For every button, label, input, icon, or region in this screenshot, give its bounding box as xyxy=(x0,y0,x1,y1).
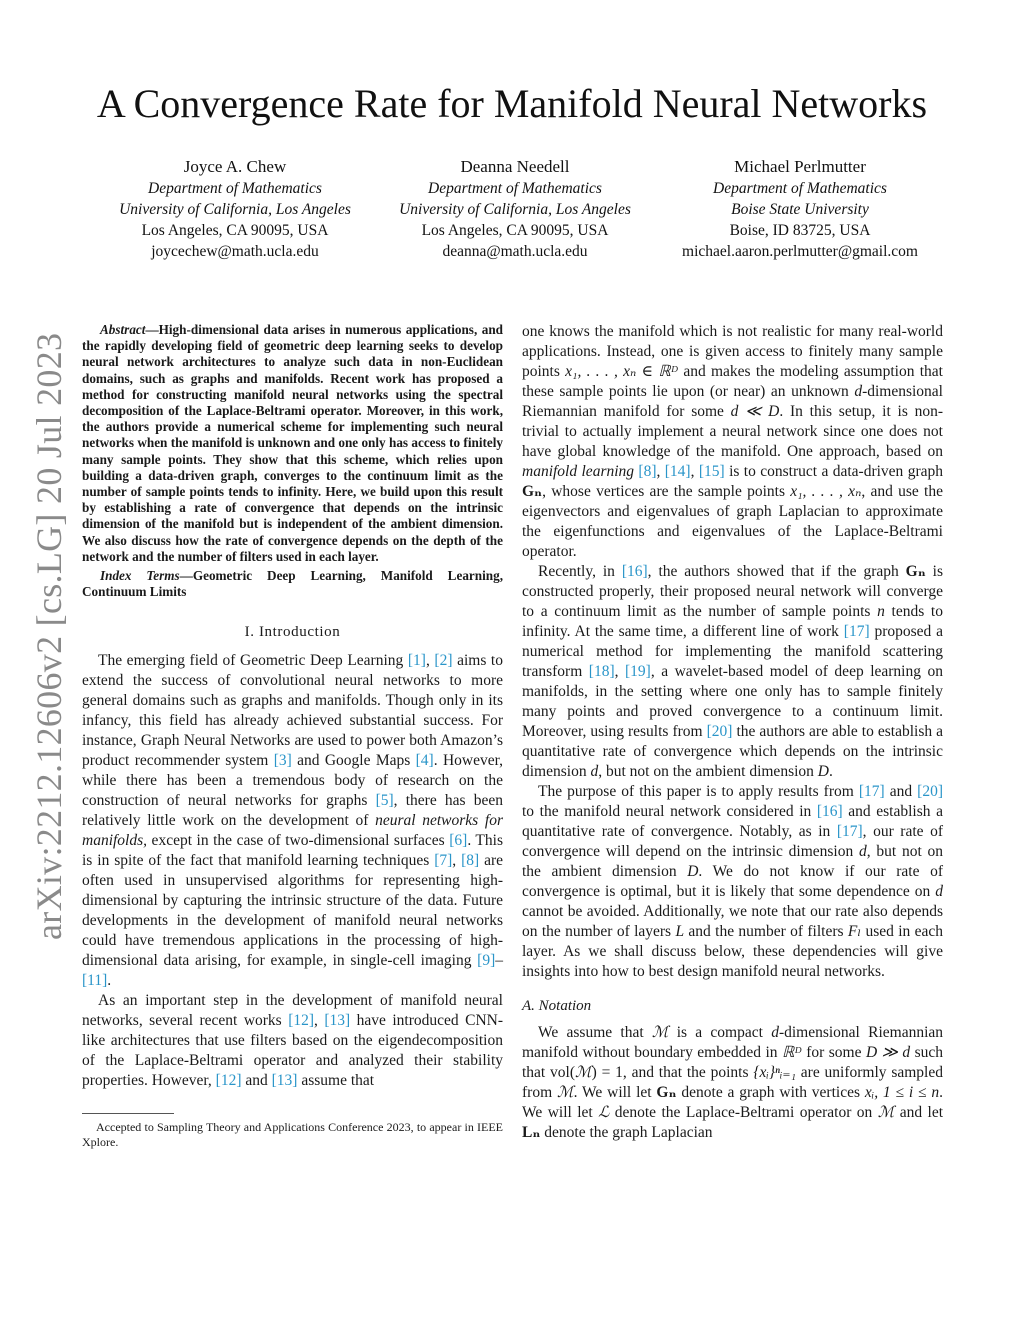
author-name: Deanna Needell xyxy=(460,157,570,176)
footnote: Accepted to Sampling Theory and Applications Conference 2023, to appear in IEEE Xplore. xyxy=(82,1120,503,1150)
math-inline: ℝᴰ xyxy=(782,1044,802,1061)
math-inline: Gₙ xyxy=(905,563,926,580)
math-inline: ℳ xyxy=(556,1084,574,1101)
citation-link[interactable]: [15] xyxy=(698,463,725,480)
citation-link[interactable]: [19] xyxy=(625,663,651,680)
citation-link[interactable]: [8] xyxy=(638,463,657,480)
citation-link[interactable]: [5] xyxy=(375,792,394,810)
author-department: Department of Mathematics xyxy=(713,180,887,197)
citation-link[interactable]: [2] xyxy=(434,652,453,670)
math-inline: d xyxy=(854,383,863,400)
subsection-heading-notation: A. Notation xyxy=(522,998,592,1014)
author-email: joycechew@math.ucla.edu xyxy=(151,243,319,260)
math-inline: n xyxy=(877,603,885,620)
emphasis-text: neural networks for manifolds, xyxy=(82,812,503,850)
citation-link[interactable]: [16] xyxy=(621,563,648,580)
author-university: Boise State University xyxy=(731,201,869,218)
math-inline: D ≫ d xyxy=(865,1044,911,1061)
citation-link[interactable]: [16] xyxy=(816,803,843,820)
citation-link[interactable]: [3] xyxy=(273,752,292,770)
author-address: Boise, ID 83725, USA xyxy=(729,222,871,239)
author-email: michael.aaron.perlmutter@gmail.com xyxy=(682,243,918,260)
math-inline: D xyxy=(687,863,699,880)
citation-link[interactable]: [7] xyxy=(434,852,453,870)
math-inline: d xyxy=(859,843,867,860)
left-column xyxy=(82,322,503,1150)
math-inline: ℒ xyxy=(598,1104,610,1121)
citation-link[interactable]: [4] xyxy=(415,752,434,770)
emphasis-text: manifold learning xyxy=(522,463,635,480)
math-inline: x₁, . . . , xₙ xyxy=(790,483,862,500)
math-inline: ℳ xyxy=(575,1064,592,1081)
abstract xyxy=(82,322,503,600)
author-department: Department of Mathematics xyxy=(148,180,322,197)
author-address: Los Angeles, CA 90095, USA xyxy=(141,222,329,239)
author-2 xyxy=(370,156,660,262)
abstract-label: Abstract xyxy=(100,322,146,337)
index-terms-text: —Geometric Deep Learning, Manifold Learning, Continuum Limits xyxy=(82,568,503,600)
author-university: University of California, Los Angeles xyxy=(119,201,351,218)
math-inline: Gₙ xyxy=(656,1084,677,1101)
citation-link[interactable]: [8] xyxy=(461,852,480,870)
citation-link[interactable]: [1] xyxy=(407,652,426,670)
math-inline: Gₙ xyxy=(522,483,543,500)
citation-link[interactable]: [17] xyxy=(843,623,870,640)
citation-link[interactable]: [9] xyxy=(477,952,496,970)
math-inline: d ≪ D xyxy=(730,403,780,420)
right-column xyxy=(522,322,943,1143)
citation-link[interactable]: [11] xyxy=(82,972,108,990)
math-inline: Lₙ xyxy=(522,1124,541,1141)
citation-link[interactable]: [20] xyxy=(917,783,943,800)
math-inline: L xyxy=(675,923,685,940)
intro-paragraph-2: As an important step in the development of manifold neural networks, several recent works [12], [13] have introduced CNN-like architectures that use filters based on the eigendecomposition of the Laplace-Beltrami operator and analyzed their stability properties. However, [12] and [13] assume that xyxy=(82,992,504,1090)
abstract-text: —High-dimensional data arises in numerous applications, and the rapidly developing field of geometric deep learning seeks to develop neural network architectures to analyze such data in non-Euclidean domains, such as graphs and manifolds. Recent work has proposed a method for constructing manifold neural networks using the spectral decomposition of the Laplace-Beltrami operator. Moreover, in this work, the authors provide a numerical scheme for implementing such neural networks when the manifold is unknown and one only has access to finitely many sample points. They show that this scheme, which relies upon building a data-driven graph, converges to the continuum limit as the number of sample points tends to infinity. Here, we build upon this result by establishing a rate of convergence that depends on the intrinsic dimension of the manifold but is independent of the ambient dimension. We also discuss how the rate of convergence depends on the depth of the network and the number of filters used in each layer. xyxy=(82,322,503,564)
math-inline: d xyxy=(590,763,599,780)
citation-link[interactable]: [14] xyxy=(664,463,691,480)
math-inline: ℳ xyxy=(877,1104,895,1121)
math-inline: Fₗ xyxy=(847,923,862,940)
section-heading-introduction: I. Introduction xyxy=(244,624,341,641)
math-inline: d xyxy=(771,1024,779,1041)
math-inline: xᵢ, 1 ≤ i ≤ n xyxy=(864,1084,940,1101)
body-paragraph: We assume that ℳ is a compact d-dimensional Riemannian manifold without boundary embedded in ℝᴰ for some D ≫ d such that vol(ℳ) = 1, and that the points {xᵢ}ⁿᵢ₌₁ are uniformly sampled from ℳ. We will let Gₙ denote a graph with vertices xᵢ, 1 ≤ i ≤ n. We will let ℒ denote the Laplace-Beltrami operator on ℳ and let Lₙ denote the graph Laplacian xyxy=(522,1024,944,1141)
paper-title: A Convergence Rate for Manifold Neural Networks xyxy=(96,81,928,126)
index-terms-label: Index Terms xyxy=(100,568,180,584)
citation-link[interactable]: [13] xyxy=(324,1012,351,1030)
author-address: Los Angeles, CA 90095, USA xyxy=(421,222,609,239)
math-inline: ℳ xyxy=(651,1024,669,1041)
arxiv-identifier: arXiv:2212.12606v2 [cs.LG] 20 Jul 2023 xyxy=(29,332,69,940)
math-inline: D xyxy=(817,763,829,780)
intro-paragraph-1: The emerging field of Geometric Deep Learning [1], [2] aims to extend the success of convolutional neural networks to more general domains such as graphs and manifolds. Though only in its infancy, this field has already achieved substantial success. For instance, Graph Neural Networks are used to power both Amazon’s product recommender system [3] and Google Maps [4]. However, while there has been a tremendous body of research on the construction of neural networks for graphs [5], there has been relatively little work on the development of neural networks for manifolds, except in the case of two-dimensional surfaces [6]. This is in spite of the fact that manifold learning techniques [7], [8] are often used in unsupervised algorithms for representing high-dimensional by capturing the intrinsic structure of the data. Future developments in the development of manifold neural networks could have tremendous applications in the processing of high-dimensional data arising, for example, in single-cell imaging [9]–[11]. xyxy=(82,652,504,990)
body-paragraph: Recently, in [16], the authors showed that if the graph Gₙ is constructed properly, their proposed neural network will converge to a continuum limit as the number of sample points n tends to infinity. At the same time, a different line of work [17] proposed a numerical method for implementing the manifold scattering transform [18], [19], a wavelet-based model of deep learning on manifolds, in the setting where one only has to sample finitely many points and proved convergence to a continuum limit. Moreover, using results from [20] the authors are able to establish a quantitative rate of convergence which depends on the intrinsic dimension d, but not on the ambient dimension D. xyxy=(522,563,944,780)
author-university: University of California, Los Angeles xyxy=(399,201,631,218)
author-department: Department of Mathematics xyxy=(428,180,602,197)
body-paragraph: The purpose of this paper is to apply results from [17] and [20] to the manifold neural network considered in [16] and establish a quantitative rate of convergence. Notably, as in [17], our rate of convergence will depend on the intrinsic dimension d, but not on the ambient dimension D. We do not know if our rate of convergence is optimal, but it is likely that some dependence on d cannot be avoided. Additionally, we note that our rate also depends on the number of layers L and the number of filters Fₗ used in each layer. As we shall discuss below, these dependencies will give insights into how to best design manifold neural networks. xyxy=(522,783,944,980)
math-inline: x₁, . . . , xₙ ∈ ℝᴰ xyxy=(565,363,679,380)
citation-link[interactable]: [6] xyxy=(449,832,468,850)
footnote-divider xyxy=(82,1113,174,1114)
author-email: deanna@math.ucla.edu xyxy=(442,243,588,260)
math-inline: {xᵢ}ⁿᵢ₌₁ xyxy=(753,1064,796,1081)
citation-link[interactable]: [20] xyxy=(706,723,733,740)
author-1 xyxy=(90,156,380,262)
citation-link[interactable]: [17] xyxy=(858,783,885,800)
citation-link[interactable]: [13] xyxy=(271,1072,298,1090)
citation-link[interactable]: [12] xyxy=(215,1072,242,1090)
citation-link[interactable]: [12] xyxy=(288,1012,315,1030)
introduction-body xyxy=(82,651,503,1091)
citation-link[interactable]: [18] xyxy=(588,663,615,680)
citation-link[interactable]: [17] xyxy=(836,823,863,840)
math-inline: d xyxy=(935,883,943,900)
author-name: Joyce A. Chew xyxy=(183,157,287,176)
author-3 xyxy=(650,156,950,262)
author-name: Michael Perlmutter xyxy=(734,157,866,176)
body-paragraph: one knows the manifold which is not realistic for many real-world applications. Instead, one is given access to finitely many sample points x₁, . . . , xₙ ∈ ℝᴰ and makes the modeling assumption that these sample points lie upon (or near) an unknown d-dimensional Riemannian manifold for some d ≪ D. In this setup, it is non-trivial to actually implement a neural network since one does not have global knowledge of the manifold. One approach, based on manifold learning [8], [14], [15] is to construct a data-driven graph Gₙ, whose vertices are the sample points x₁, . . . , xₙ, and use the eigenvectors and eigenvalues of graph Laplacian to approximate the eigenfunctions and eigenvalues of the Laplace-Beltrami operator. xyxy=(522,323,944,560)
